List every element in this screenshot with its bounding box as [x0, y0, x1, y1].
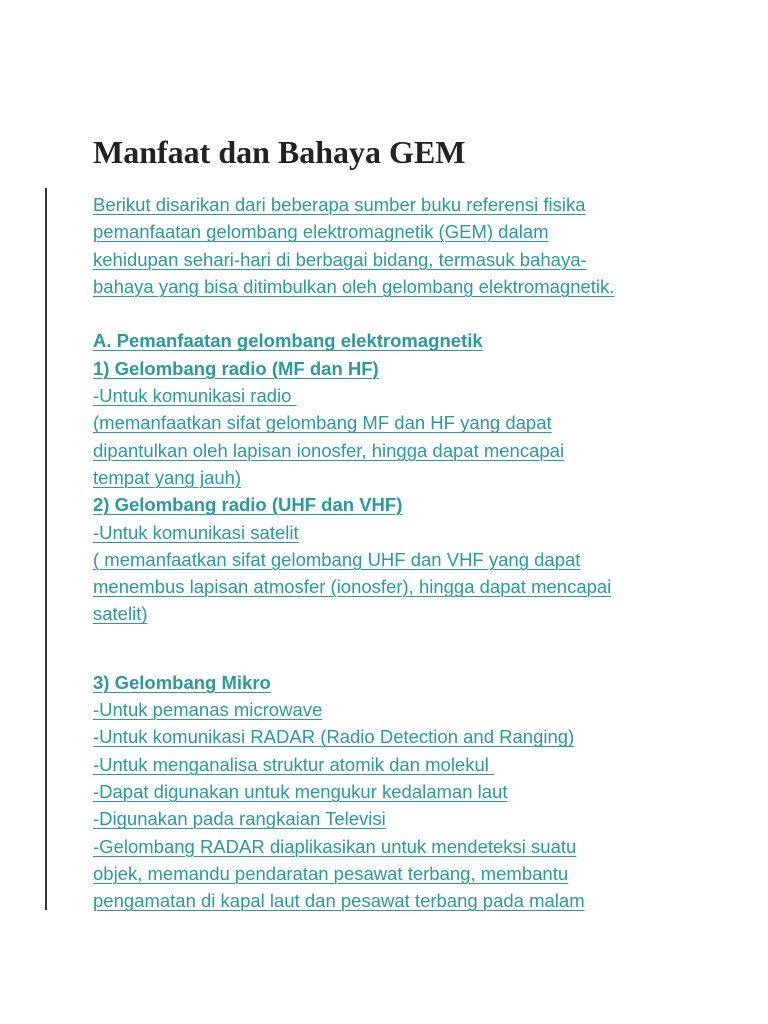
- item3-line[interactable]: -Dapat digunakan untuk mengukur kedalaman laut: [93, 780, 508, 802]
- item1-line[interactable]: (memanfaatkan sifat gelombang MF dan HF yang dapat: [93, 412, 552, 434]
- item3-line[interactable]: pengamatan di kapal laut dan pesawat terbang pada malam: [93, 890, 585, 912]
- item2-heading[interactable]: 2) Gelombang radio (UHF dan VHF): [93, 494, 403, 516]
- paragraph-gap: [93, 628, 733, 669]
- item1-line[interactable]: -Untuk komunikasi radio: [93, 385, 297, 407]
- intro-line[interactable]: bahaya yang bisa ditimbulkan oleh gelombang elektromagnetik.: [93, 275, 615, 297]
- item2-line[interactable]: menembus lapisan atmosfer (ionosfer), hingga dapat mencapai: [93, 576, 612, 598]
- item3-line[interactable]: -Digunakan pada rangkaian Televisi: [93, 808, 386, 830]
- section-a-heading[interactable]: A. Pemanfaatan gelombang elektromagnetik: [93, 330, 483, 352]
- item3-heading[interactable]: 3) Gelombang Mikro: [93, 671, 271, 693]
- left-margin-rule: [45, 188, 47, 910]
- item2-line[interactable]: ( memanfaatkan sifat gelombang UHF dan VHF yang dapat: [93, 548, 581, 570]
- item3-line[interactable]: -Untuk menganalisa struktur atomik dan molekul: [93, 753, 495, 775]
- document-body: [93, 191, 733, 914]
- item2-line[interactable]: satelit): [93, 603, 148, 625]
- intro-line[interactable]: Berikut disarikan dari beberapa sumber buku referensi fisika: [93, 194, 586, 215]
- intro-line[interactable]: pemanfaatan gelombang elektromagnetik (GEM) dalam: [93, 221, 549, 243]
- item3-line[interactable]: -Untuk pemanas microwave: [93, 699, 323, 721]
- item1-line[interactable]: dipantulkan oleh lapisan ionosfer, hingga dapat mencapai: [93, 439, 565, 461]
- intro-line[interactable]: kehidupan sehari-hari di berbagai bidang, termasuk bahaya-: [93, 248, 587, 270]
- item3-line[interactable]: objek, memandu pendaratan pesawat terbang, membantu: [93, 862, 569, 884]
- item1-line[interactable]: tempat yang jauh): [93, 466, 242, 488]
- item1-heading[interactable]: 1) Gelombang radio (MF dan HF): [93, 357, 379, 379]
- item3-line[interactable]: -Untuk komunikasi RADAR (Radio Detection and Ranging): [93, 726, 575, 748]
- document-title: Manfaat dan Bahaya GEM: [93, 134, 466, 170]
- paragraph-gap: [93, 300, 733, 327]
- item2-line[interactable]: -Untuk komunikasi satelit: [93, 521, 299, 543]
- item3-line[interactable]: -Gelombang RADAR diaplikasikan untuk mendeteksi suatu: [93, 835, 577, 857]
